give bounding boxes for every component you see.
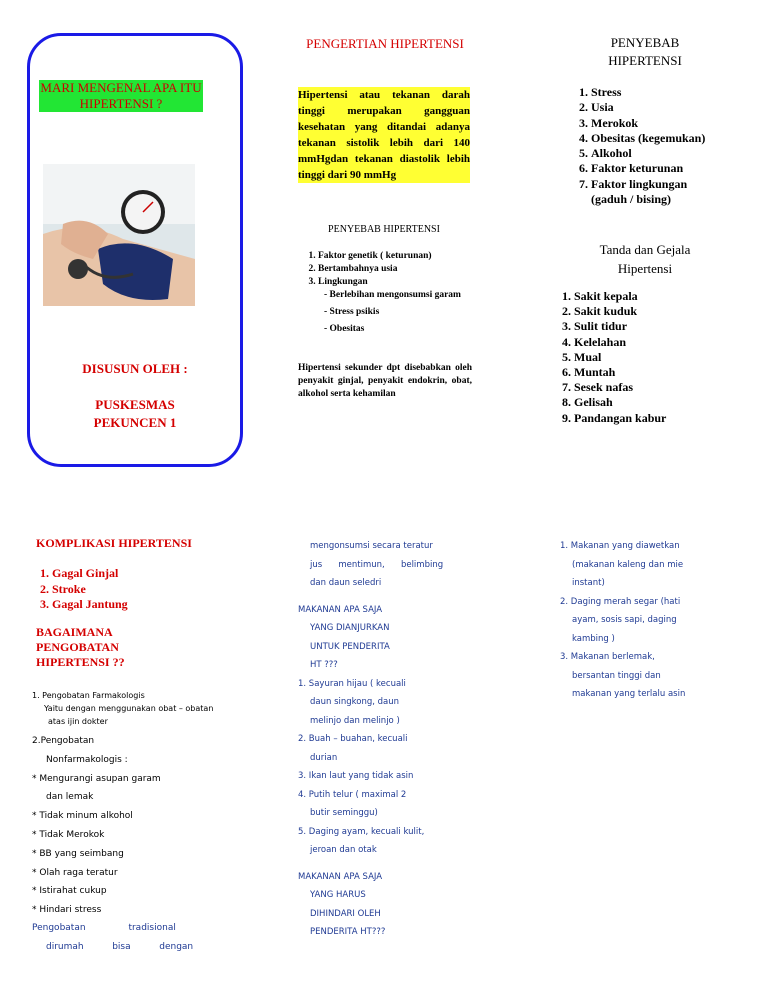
list-item: 3. Merokok: [591, 116, 755, 131]
pharm-title: 1. Pengobatan Farmakologis: [32, 691, 145, 700]
home-remedy-line1: Pengobatan tradisional: [32, 923, 176, 933]
avoid-title: DIHINDARI OLEH: [310, 908, 381, 919]
tip-item: * Tidak minum alkohol: [32, 811, 133, 821]
avoid-title: YANG HARUS: [310, 890, 366, 900]
secondary-hypertension-text: Hipertensi sekunder dpt disebabkan oleh penyakit ginjal, penyakit endokrin, obat, alkohol serta kehamilan: [298, 363, 472, 399]
list-item: 1. Stress: [591, 85, 755, 100]
tip-item: * Olah raga teratur: [32, 868, 118, 878]
list-item: 8. Gelisah: [574, 395, 730, 410]
recommended-title: HT ???: [310, 660, 338, 670]
list-item-extra: (gaduh / bising): [591, 192, 672, 207]
col3-bottom: [560, 537, 750, 704]
list-item: 5. Mual: [574, 350, 730, 365]
author-org-line1: PUSKESMAS: [95, 397, 175, 412]
blood-pressure-illustration: [43, 164, 195, 306]
recommended-title: YANG DIANJURKAN: [310, 623, 390, 633]
blood-pressure-photo: [43, 164, 195, 306]
recommended-item: durian: [310, 752, 338, 763]
recommended-title: MAKANAN APA SAJA: [298, 604, 383, 615]
cover-title: MARI MENGENAL APA ITU HIPERTENSI ?: [40, 80, 202, 111]
avoid-item: makanan yang terlalu asin: [572, 689, 686, 699]
treatment-title: BAGAIMANA PENGOBATAN HIPERTENSI ??: [36, 625, 125, 669]
recommended-item: 4. Putih telur ( maximal 2: [298, 789, 407, 800]
list-item: 3. Lingkungan: [318, 276, 472, 289]
list-item: 3. Gagal Jantung: [52, 597, 236, 613]
continued-line: mengonsumsi secara teratur: [310, 541, 433, 551]
list-item: 6. Faktor keturunan: [591, 161, 755, 176]
tip-item: dan lemak: [46, 792, 94, 802]
sub-list-item: - Obesitas: [324, 323, 472, 336]
avoid-item: ayam, sosis sapi, daging: [572, 615, 677, 625]
tip-item: * Tidak Merokok: [32, 830, 105, 840]
recommended-item: jeroan dan otak: [310, 845, 377, 855]
complications-title: KOMPLIKASI HIPERTENSI: [36, 536, 192, 550]
list-item: 2. Bertambahnya usia: [318, 263, 472, 276]
list-item: [591, 177, 755, 208]
author-label: DISUSUN OLEH :: [82, 361, 188, 376]
symptoms-title: Tanda dan Gejala Hipertensi: [599, 242, 691, 276]
avoid-item: instant): [572, 578, 605, 588]
home-remedy-line2: dirumah bisa dengan: [46, 942, 194, 952]
list-item: 1. Gagal Ginjal: [52, 566, 236, 582]
recommended-item: melinjo dan melinjo ): [310, 715, 400, 726]
list-item: 5. Alkohol: [591, 146, 755, 161]
avoid-title: PENDERITA HT???: [310, 927, 386, 937]
list-item: 2. Sakit kuduk: [574, 304, 730, 319]
tip-item: * Istirahat cukup: [32, 886, 107, 896]
causes-small-list: [300, 250, 472, 336]
nonpharm-line1: 2.Pengobatan: [32, 736, 95, 746]
symptoms-list: [560, 289, 730, 426]
avoid-item: 1. Makanan yang diawetkan: [560, 541, 680, 551]
sub-list-item: - Berlebihan mengonsumsi garam: [324, 289, 472, 302]
avoid-item: kambing ): [572, 633, 615, 644]
sub-list-item: - Stress psikis: [324, 306, 472, 319]
tip-item: * Hindari stress: [32, 905, 102, 915]
recommended-item: 5. Daging ayam, kecuali kulit,: [298, 826, 425, 837]
recommended-item: daun singkong, daun: [310, 697, 400, 707]
nonpharm-line2: Nonfarmakologis :: [46, 755, 128, 765]
causes-small-title: PENYEBAB HIPERTENSI: [328, 224, 440, 235]
avoid-item: bersantan tinggi dan: [572, 670, 661, 681]
recommended-item: 3. Ikan laut yang tidak asin: [298, 771, 414, 781]
list-item: 6. Muntah: [574, 365, 730, 380]
pharm-desc1: Yaitu dengan menggunakan obat – obatan: [44, 704, 214, 713]
list-item: 9. Pandangan kabur: [574, 411, 730, 426]
list-item: 3. Sulit tidur: [574, 319, 730, 334]
avoid-item: 2. Daging merah segar (hati: [560, 596, 681, 607]
list-item: 7. Sesek nafas: [574, 380, 730, 395]
causes-main-title: PENYEBAB HIPERTENSI: [608, 35, 682, 68]
definition-title: PENGERTIAN HIPERTENSI: [306, 36, 464, 51]
list-item: 4. Kelelahan: [574, 335, 730, 350]
author-block: [40, 360, 230, 432]
list-item: 2. Stroke: [52, 582, 236, 598]
continued-line: jus mentimun, belimbing: [310, 559, 444, 570]
recommended-title: UNTUK PENDERITA: [310, 641, 390, 652]
list-item: 4. Obesitas (kegemukan): [591, 131, 755, 146]
recommended-item: 1. Sayuran hijau ( kecuali: [298, 678, 406, 689]
tip-item: * Mengurangi asupan garam: [32, 774, 161, 784]
causes-main-list: [575, 85, 755, 207]
col2-bottom: [298, 537, 478, 942]
recommended-item: butir seminggu): [310, 808, 378, 818]
list-item: 1. Sakit kepala: [574, 289, 730, 304]
list-item: 2. Usia: [591, 100, 755, 115]
avoid-item: 3. Makanan berlemak,: [560, 652, 655, 662]
tip-item: * BB yang seimbang: [32, 849, 124, 859]
continued-line: dan daun seledri: [310, 578, 382, 588]
pharm-desc2: atas ijin dokter: [48, 717, 108, 726]
avoid-item: (makanan kaleng dan mie: [572, 559, 684, 570]
complications-list: [36, 566, 236, 613]
recommended-item: 2. Buah – buahan, kecuali: [298, 734, 408, 744]
definition-body: Hipertensi atau tekanan darah tinggi merupakan gangguan kesehatan yang ditandai adanya tekanan sistolik lebih dari 140 mmHgdan tekanan diastolik lebih tinggi dari 90 mmHg: [298, 89, 470, 181]
avoid-title: MAKANAN APA SAJA: [298, 871, 383, 882]
author-org-line2: PEKUNCEN 1: [93, 415, 177, 430]
list-item: 1. Faktor genetik ( keturunan): [318, 250, 472, 263]
list-item-text: Faktor lingkungan: [591, 176, 688, 191]
